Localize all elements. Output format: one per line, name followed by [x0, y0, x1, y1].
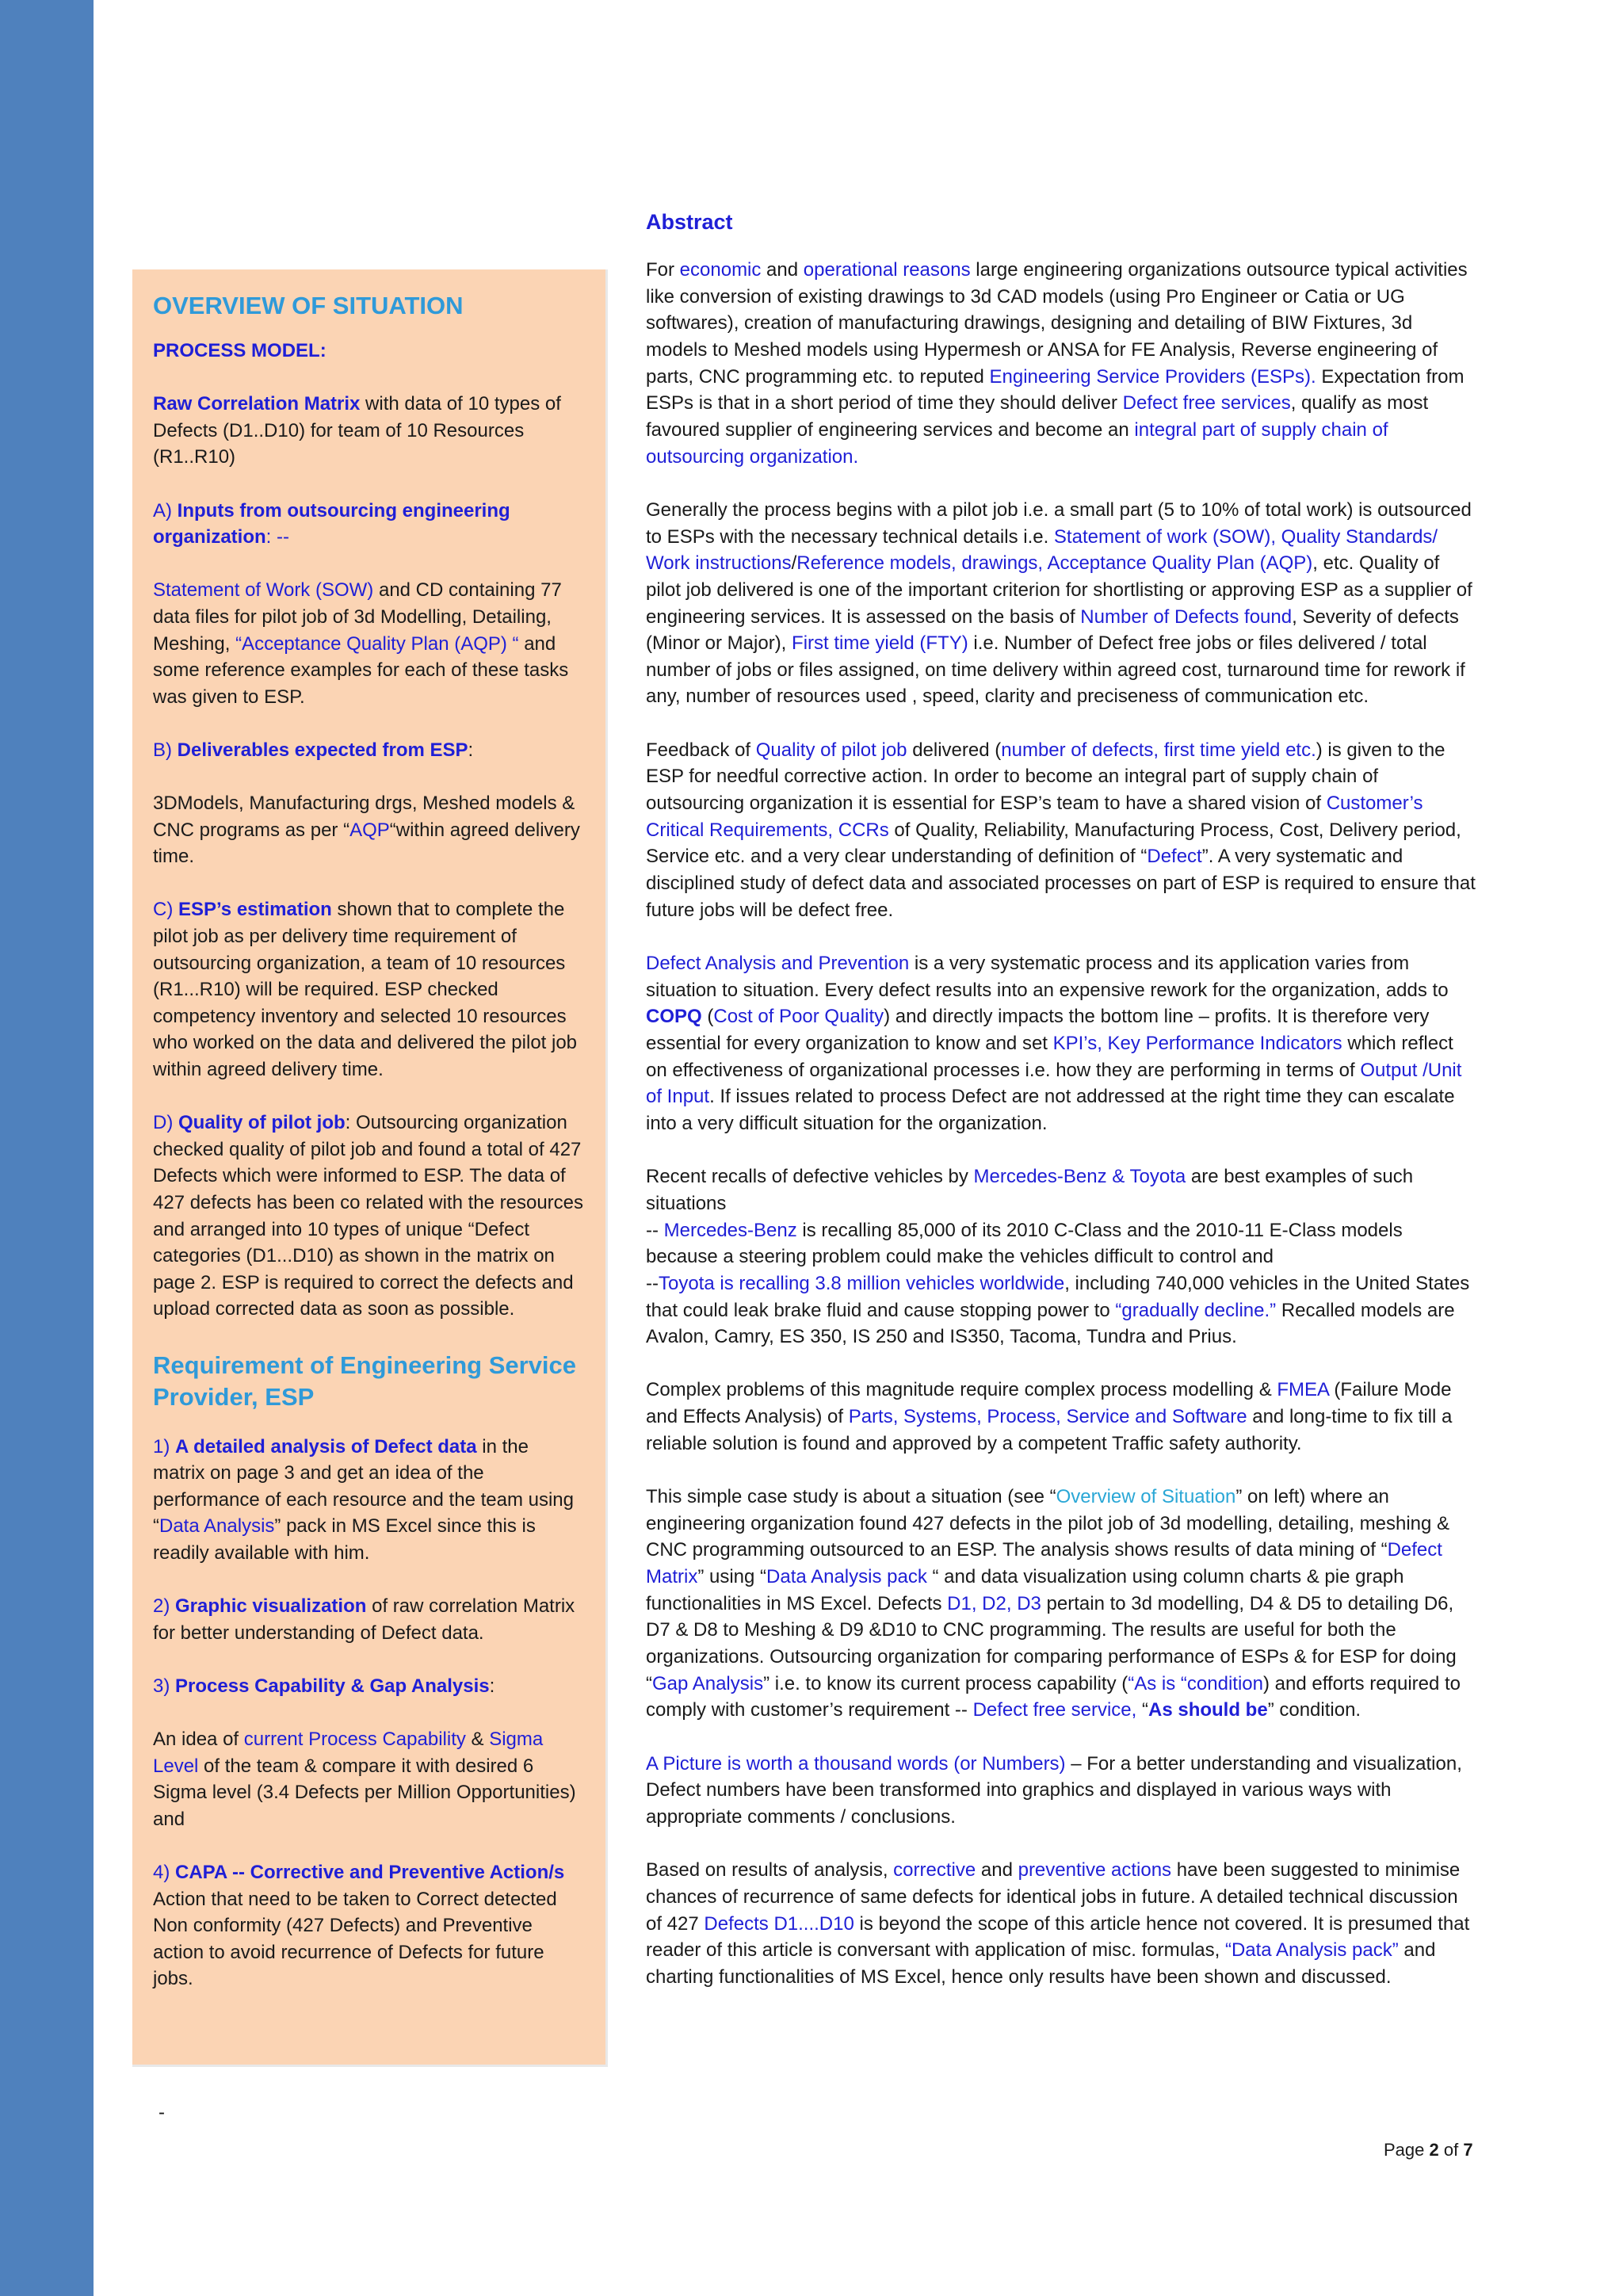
- abstract-paragraph-2: Generally the process begins with a pilot job i.e. a small part (5 to 10% of total work) is outsourced to ESPs with the necessary technical details i.e. Statement of work (SOW), Quality Standards/ Work instructions/Reference models, drawings, Acceptance Quality Plan (AQP), etc. Quality of pilot job delivered is one of the important criterion for shortlisting or approving ESP as a supplier of engineering services. It is assessed on the basis of Number of Defects found, Severity of defects (Minor or Major), First time yield (FTY) i.e. Number of Defect free jobs or files delivered / total number of jobs or files assigned, on time delivery within agreed cost, turnaround time for rework if any, number of resources used , speed, clarity and preciseness of communication etc.: [646, 499, 1472, 708]
- abstract-paragraph-1: For economic and operational reasons large engineering organizations outsource typical activities like conversion of existing drawings to 3d CAD models (using Pro Engineer or Catia or UG softwares), creation of manufacturing drawings, designing and detailing of BIW Fixtures, 3d models to Meshed models using Hypermesh or ANSA for FE Analysis, Reverse engineering of parts, CNC programming etc. to reputed Engineering Service Providers (ESPs). Expectation from ESPs is that in a short period of time they should deliver Defect free services, qualify as most favoured supplier of engineering services and become an integral part of supply chain of outsourcing organization.: [646, 259, 1468, 468]
- abstract-paragraph-3: Feedback of Quality of pilot job delivered (number of defects, first time yield etc.) is given to the ESP for needful corrective action. In order to become an integral part of supply chain of outsourcing organization it is essential for ESP’s team to have a shared vision of Customer’s Critical Requirements, CCRs of Quality, Reliability, Manufacturing Process, Cost, Delivery period, Service etc. and a very clear understanding of definition of “Defect”. A very systematic and disciplined study of defect data and associated processes on part of ESP is required to ensure that future jobs will be defect free.: [646, 739, 1476, 921]
- abstract-paragraph-7: This simple case study is about a situation (see “Overview of Situation” on left) where an engineering organization found 427 defects in the pilot job of 3d modelling, detailing, meshing & CNC programming outsourced to an ESP. The analysis shows results of data mining of “Defect Matrix” using “Data Analysis pack “ and data visualization using column charts & pie graph functionalities in MS Excel. Defects D1, D2, D3 pertain to 3d modelling, D4 & D5 to detailing D6, D7 & D8 to Meshing & D9 &D10 to CNC programming. The results are useful for both the organizations. Outsourcing organization for comparing performance of ESPs & for ESP for doing “Gap Analysis” i.e. to know its current process capability (“As is “condition) and efforts required to comply with customer’s requirement -- Defect free service, “As should be” condition.: [646, 1486, 1461, 1721]
- sow-paragraph: Statement of Work (SOW) and CD containing 77 data files for pilot job of 3d Modelling, Detailing, Meshing, “Acceptance Quality Plan (AQP) “ and some reference examples for each of these tasks was given to ESP.: [153, 579, 569, 708]
- overview-title: OVERVIEW OF SITUATION: [153, 292, 464, 319]
- page-number: Page 2 of 7: [1384, 2140, 1473, 2160]
- requirement-3: 3) Process Capability & Gap Analysis:: [153, 1675, 495, 1697]
- requirement-title: Requirement of Engineering Service Provider, ESP: [153, 1350, 577, 1411]
- deliverables-paragraph: 3DModels, Manufacturing drgs, Meshed models & CNC programs as per “AQP“within agreed delivery time.: [153, 793, 580, 868]
- abstract-paragraph-6: Complex problems of this magnitude require complex process modelling & FMEA (Failure Mode and Effects Analysis) of Parts, Systems, Process, Service and Software and long-time to fix till a reliable solution is found and approved by a competent Traffic safety authority.: [646, 1379, 1453, 1454]
- stray-dash: -: [158, 2102, 165, 2123]
- left-accent-bar: [0, 0, 94, 2296]
- abstract-paragraph-8: A Picture is worth a thousand words (or Numbers) – For a better understanding and visualization, Defect numbers have been transformed into graphics and displayed in various ways with appropriate comments / conclusions.: [646, 1752, 1462, 1828]
- deliverables-heading: B) Deliverables expected from ESP:: [153, 739, 474, 761]
- process-model-label: PROCESS MODEL:: [153, 340, 327, 361]
- requirement-3-detail: An idea of current Process Capability & Sigma Level of the team & compare it with desired 6 Sigma level (3.4 Defects per Million Opportunities) and: [153, 1729, 576, 1830]
- quality-paragraph: D) Quality of pilot job: Outsourcing organization checked quality of pilot job and found a total of 427 Defects which were informed to ESP. The data of 427 defects has been co related with the resources and arranged into 10 types of unique “Defect categories (D1...D10) as shown in the matrix on page 2. ESP is required to correct the defects and upload corrected data as soon as possible.: [153, 1112, 583, 1320]
- requirement-1: 1) A detailed analysis of Defect data in the matrix on page 3 and get an idea of the performance of each resource and the team using “Data Analysis” pack in MS Excel since this is readily available with him.: [153, 1435, 574, 1564]
- abstract-paragraph-5: Recent recalls of defective vehicles by Mercedes-Benz & Toyota are best examples of such situations -- Mercedes-Benz is recalling 85,000 of its 2010 C-Class and the 2010-11 E-Class models because a steering problem could make the vehicles difficult to control and --Toyota is recalling 3.8 million vehicles worldwide, including 740,000 vehicles in the United States that could leak brake fluid and cause stopping power to “gradually decline.” Recalled models are Avalon, Camry, ES 350, IS 250 and IS350, Tacoma, Tundra and Prius.: [646, 1166, 1470, 1348]
- abstract-column: [646, 208, 1476, 2017]
- requirement-4: 4) CAPA -- Corrective and Preventive Action/s Action that need to be taken to Correct detected Non conformity (427 Defects) and Preventive action to avoid recurrence of Defects for future jobs.: [153, 1862, 565, 1990]
- abstract-paragraph-9: Based on results of analysis, corrective and preventive actions have been suggested to minimise chances of recurrence of same defects for identical jobs in future. A detailed technical discussion of 427 Defects D1....D10 is beyond the scope of this article hence not covered. It is presumed that reader of this article is conversant with application of misc. formulas, “Data Analysis pack” and charting functionalities of MS Excel, hence only results have been shown and discussed.: [646, 1859, 1470, 1988]
- abstract-paragraph-4: Defect Analysis and Prevention is a very systematic process and its application varies from situation to situation. Every defect results into an expensive rework for the organization, adds to COPQ (Cost of Poor Quality) and directly impacts the bottom line – profits. It is therefore very essential for every organization to know and set KPI’s, Key Performance Indicators which reflect on effectiveness of organizational processes i.e. how they are performing in terms of Output /Unit of Input. If issues related to process Defect are not addressed at the right time they can escalate into a very difficult situation for the organization.: [646, 953, 1462, 1134]
- abstract-title: Abstract: [646, 210, 733, 234]
- requirement-2: 2) Graphic visualization of raw correlation Matrix for better understanding of Defect data.: [153, 1595, 575, 1644]
- raw-correlation-paragraph: Raw Correlation Matrix with data of 10 types of Defects (D1..D10) for team of 10 Resources (R1..R10): [153, 393, 561, 468]
- estimation-paragraph: C) ESP’s estimation shown that to complete the pilot job as per delivery time requirement of outsourcing organization, a team of 10 resources (R1...R10) will be required. ESP checked competency inventory and selected 10 resources who worked on the data and delivered the pilot job within agreed delivery time.: [153, 899, 578, 1081]
- overview-sidebar: [132, 269, 608, 2067]
- inputs-heading: A) Inputs from outsourcing engineering organization: --: [153, 499, 510, 548]
